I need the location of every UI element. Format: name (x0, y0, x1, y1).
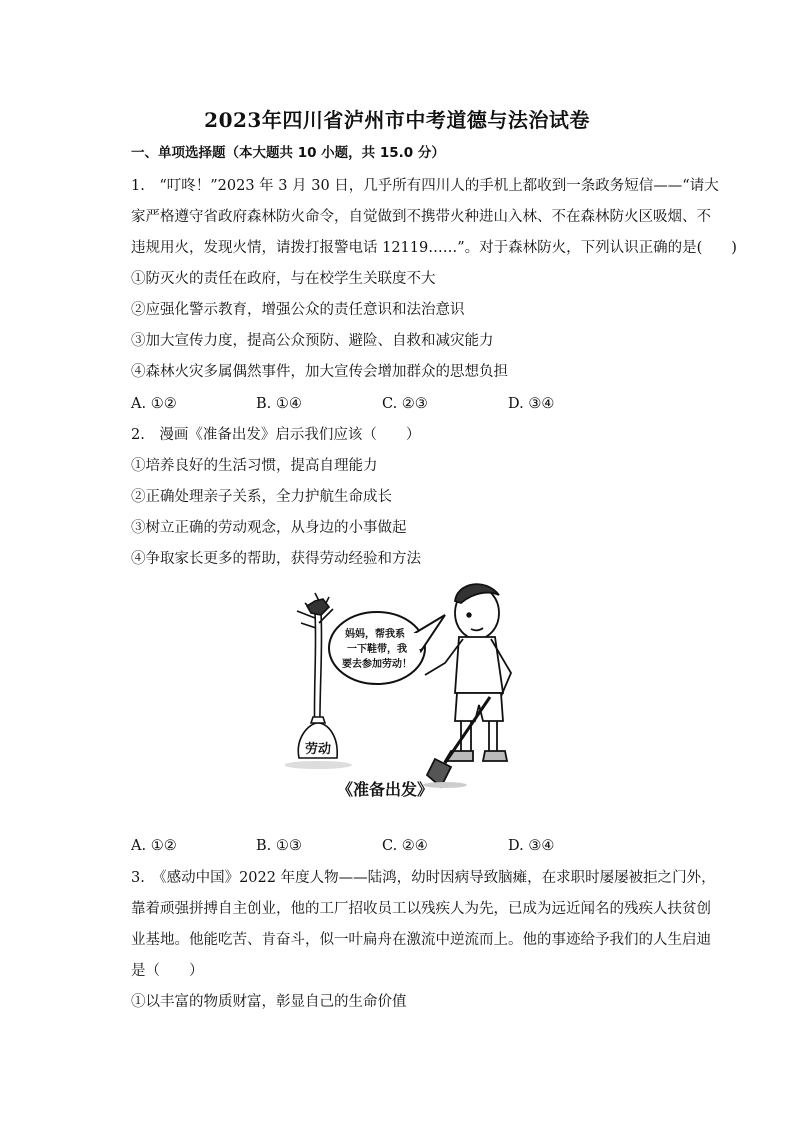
q3-stem-line-1: 3. 《感动中国》2022 年度人物——陆鸿，幼时因病导致脑瘫，在求职时屡屡被拒之门外， (131, 870, 716, 886)
q2-item-2: ②正确处理亲子关系，全力护航生命成长 (131, 489, 392, 505)
q3-stem-line-4: 是（ ） (131, 963, 204, 979)
q1-item-2: ②应强化警示教育，增强公众的责任意识和法治意识 (131, 302, 465, 318)
q2-option-b[interactable]: B. ①③ (256, 838, 302, 854)
q3-item-1: ①以丰富的物质财富，彰显自己的生命价值 (131, 994, 407, 1010)
q1-item-3: ③加大宣传力度，提高公众预防、避险、自救和减灾能力 (131, 333, 494, 349)
q1-option-a[interactable]: A. ①② (131, 396, 177, 412)
cartoon-figure (285, 573, 525, 805)
q2-item-3: ③树立正确的劳动观念，从身边的小事做起 (131, 520, 407, 536)
bag-label: 劳动 (304, 742, 332, 757)
q3-stem-line-2: 靠着顽强拼搏自主创业，他的工厂招收员工以残疾人为先，已成为远近闻名的残疾人扶贫创 (131, 901, 711, 917)
exam-title: 2023年四川省泸州市中考道德与法治试卷 (204, 108, 590, 132)
speech-line-1: 妈妈，帮我系 (345, 629, 405, 640)
q1-item-1: ①防灭火的责任在政府，与在校学生关联度不大 (131, 271, 436, 287)
cartoon-drawing (285, 573, 525, 805)
speech-line-2: 一下鞋带，我 (347, 644, 407, 655)
q2-option-a[interactable]: A. ①② (131, 838, 177, 854)
boy-figure (423, 584, 511, 788)
q1-stem-line-2: 家严格遵守省政府森林防火命令，自觉做到不携带火种进山入林、不在森林防火区吸烟、不 (131, 209, 711, 225)
q2-option-c[interactable]: C. ②④ (382, 838, 428, 854)
q1-option-d[interactable]: D. ③④ (508, 396, 555, 412)
q2-item-4: ④争取家长更多的帮助，获得劳动经验和方法 (131, 551, 421, 567)
cartoon-caption: 《准备出发》 (336, 780, 434, 799)
section-heading: 一、单项选择题（本大题共 10 小题，共 15.0 分） (131, 145, 445, 161)
speech-line-3: 要去参加劳动！ (342, 659, 412, 670)
q2-stem: 2. 漫画《准备出发》启示我们应该（ ） (131, 427, 421, 443)
q1-stem-line-1: 1. “叮咚！”2023 年 3 月 30 日，几乎所有四川人的手机上都收到一条政务短信——“请大 (131, 178, 719, 194)
q1-option-c[interactable]: C. ②③ (382, 396, 428, 412)
q2-option-d[interactable]: D. ③④ (508, 838, 555, 854)
q1-stem-line-3: 违规用火，发现火情，请拨打报警电话 12119……”。对于森林防火，下列认识正确的是( ) (131, 240, 737, 256)
q1-item-4: ④森林火灾多属偶然事件，加大宣传会增加群众的思想负担 (131, 364, 508, 380)
q2-item-1: ①培养良好的生活习惯，提高自理能力 (131, 458, 378, 474)
q3-stem-line-3: 业基地。他能吃苦、肯奋斗，似一叶扁舟在激流中逆流而上。他的事迹给予我们的人生启迪 (131, 932, 711, 948)
q1-option-b[interactable]: B. ①④ (256, 396, 302, 412)
